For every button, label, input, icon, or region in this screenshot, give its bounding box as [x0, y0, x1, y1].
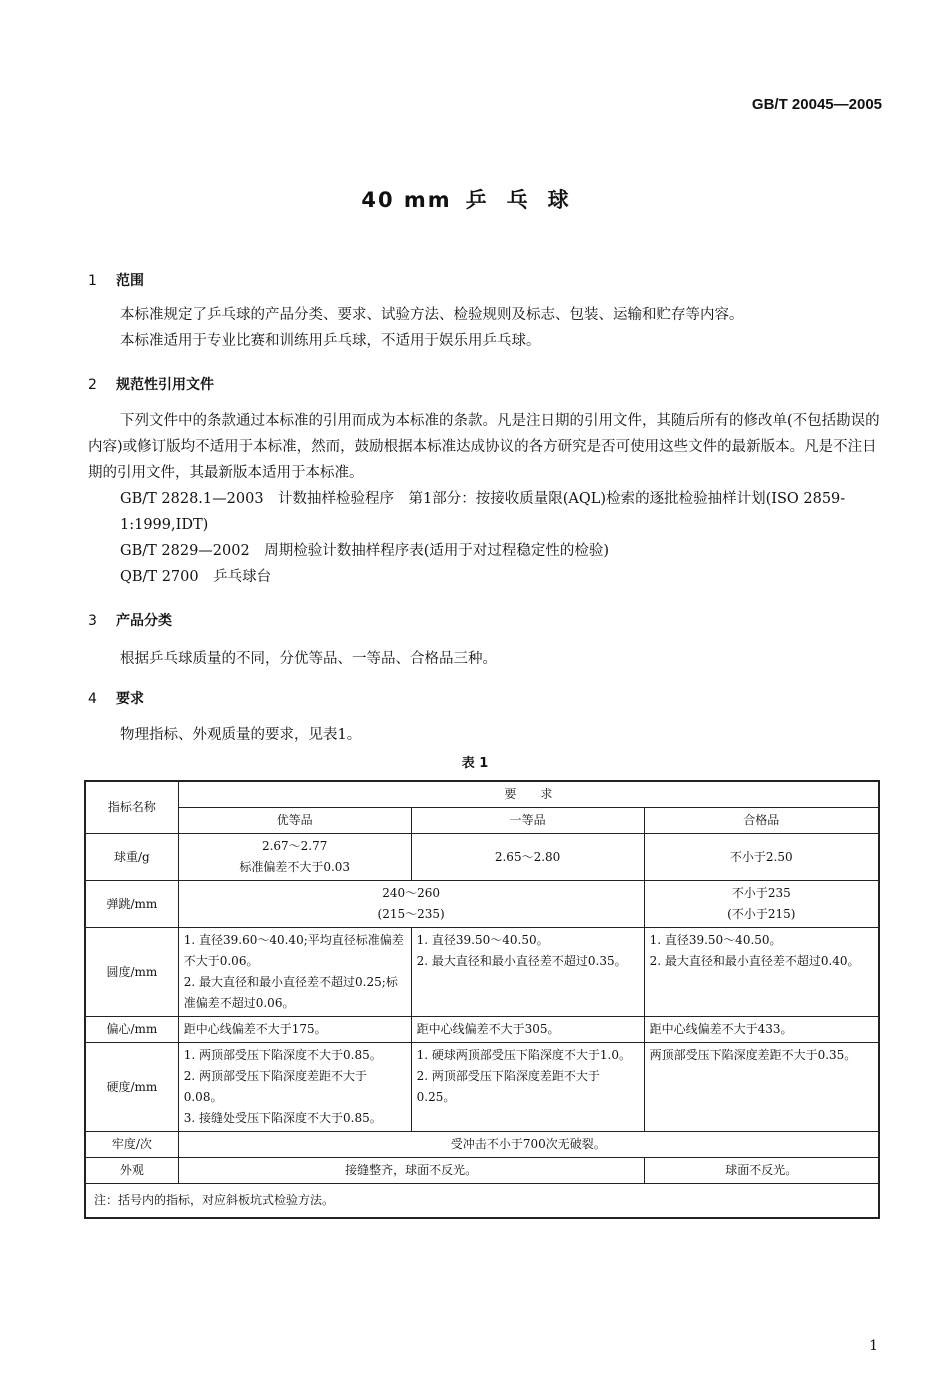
appearance-superior-first: 接缝整齐，球面不反光。 — [178, 1158, 644, 1184]
weight-superior: 2.67～2.77 标准偏差不大于0.03 — [178, 834, 411, 881]
table-row — [85, 1132, 879, 1158]
page-title — [0, 184, 950, 214]
eccentricity-superior: 距中心线偏差不大于175。 — [178, 1017, 411, 1043]
hardness-first: 1. 硬球两顶部受压下陷深度不大于1.0。 2. 两顶部受压下陷深度差距不大于0.25。 — [411, 1043, 644, 1132]
row-label-roundness: 圆度/mm — [85, 928, 178, 1017]
table-note-row — [85, 1184, 879, 1219]
reference-1: GB/T 2828.1—2003 计数抽样检验程序 第1部分：按接收质量限(AQL)检索的逐批检验抽样计划(ISO 2859-1:1999,IDT) — [120, 491, 846, 533]
title-size: 40 mm — [361, 188, 452, 212]
section-3-heading: 3 产品分类 — [88, 613, 172, 629]
section-4-para-1: 物理指标、外观质量的要求，见表1。 — [120, 727, 362, 743]
roundness-first: 1. 直径39.50～40.50。 2. 最大直径和最小直径差不超过0.35。 — [411, 928, 644, 1017]
table-row — [85, 1043, 879, 1132]
row-label-weight: 球重/g — [85, 834, 178, 881]
table-header-row — [85, 781, 879, 808]
table-grade-row — [85, 808, 879, 834]
reference-3: QB/T 2700 乒乓球台 — [120, 569, 272, 585]
section-1-para-1: 本标准规定了乒乓球的产品分类、要求、试验方法、检验规则及标志、包装、运输和贮存等内容。 — [120, 307, 744, 323]
durability-all: 受冲击不小于700次无破裂。 — [178, 1132, 879, 1158]
eccentricity-first: 距中心线偏差不大于305。 — [411, 1017, 644, 1043]
row-label-durability: 牢度/次 — [85, 1132, 178, 1158]
section-1-para-2: 本标准适用于专业比赛和训练用乒乓球，不适用于娱乐用乒乓球。 — [120, 333, 541, 349]
bounce-qualified: 不小于235 (不小于215) — [644, 881, 879, 928]
row-label-hardness: 硬度/mm — [85, 1043, 178, 1132]
header-requirements: 要 求 — [178, 781, 879, 808]
hardness-qualified: 两顶部受压下陷深度差距不大于0.35。 — [644, 1043, 879, 1132]
section-2-heading: 2 规范性引用文件 — [88, 377, 214, 393]
section-1-heading: 1 范围 — [88, 273, 144, 289]
appearance-qualified: 球面不反光。 — [644, 1158, 879, 1184]
section-4-heading: 4 要求 — [88, 691, 144, 707]
standard-code: GB/T 20045—2005 — [751, 96, 882, 113]
table-row — [85, 1158, 879, 1184]
weight-first: 2.65～2.80 — [411, 834, 644, 881]
roundness-superior: 1. 直径39.60～40.40;平均直径标准偏差不大于0.06。 2. 最大直径和最小直径差不超过0.25;标准偏差不超过0.06。 — [178, 928, 411, 1017]
table-caption: 表 1 — [461, 756, 489, 771]
row-label-eccentricity: 偏心/mm — [85, 1017, 178, 1043]
hardness-superior: 1. 两顶部受压下陷深度不大于0.85。 2. 两顶部受压下陷深度差距不大于0.08。 3. 接缝处受压下陷深度不大于0.85。 — [178, 1043, 411, 1132]
title-name: 乒乓球 — [465, 188, 589, 212]
header-grade-qualified: 合格品 — [644, 808, 879, 834]
header-grade-superior: 优等品 — [178, 808, 411, 834]
reference-2: GB/T 2829—2002 周期检验计数抽样程序表(适用于对过程稳定性的检验) — [120, 543, 610, 559]
table-row — [85, 834, 879, 881]
header-grade-first: 一等品 — [411, 808, 644, 834]
row-label-appearance: 外观 — [85, 1158, 178, 1184]
roundness-qualified: 1. 直径39.50～40.50。 2. 最大直径和最小直径差不超过0.40。 — [644, 928, 879, 1017]
weight-qualified: 不小于2.50 — [644, 834, 879, 881]
row-label-bounce: 弹跳/mm — [85, 881, 178, 928]
eccentricity-qualified: 距中心线偏差不大于433。 — [644, 1017, 879, 1043]
page-number: 1 — [869, 1338, 878, 1354]
table-note: 注：括号内的指标，对应斜板坑式检验方法。 — [85, 1184, 879, 1219]
section-2-para-1: 下列文件中的条款通过本标准的引用而成为本标准的条款。凡是注日期的引用文件，其随后所有的修改单(不包括勘误的内容)或修订版均不适用于本标准，然而，鼓励根据本标准达成协议的各方研究是否可使用这些文件的最新版本。凡是不注日期的引用文件，其最新版本适用于本标准。 — [88, 413, 880, 481]
table-row — [85, 1017, 879, 1043]
table-row — [85, 928, 879, 1017]
section-3-para-1: 根据乒乓球质量的不同，分优等品、一等品、合格品三种。 — [120, 651, 497, 667]
bounce-superior-first: 240～260 (215～235) — [178, 881, 644, 928]
requirements-table — [84, 780, 880, 1219]
table-row — [85, 881, 879, 928]
header-index-name: 指标名称 — [85, 781, 178, 834]
